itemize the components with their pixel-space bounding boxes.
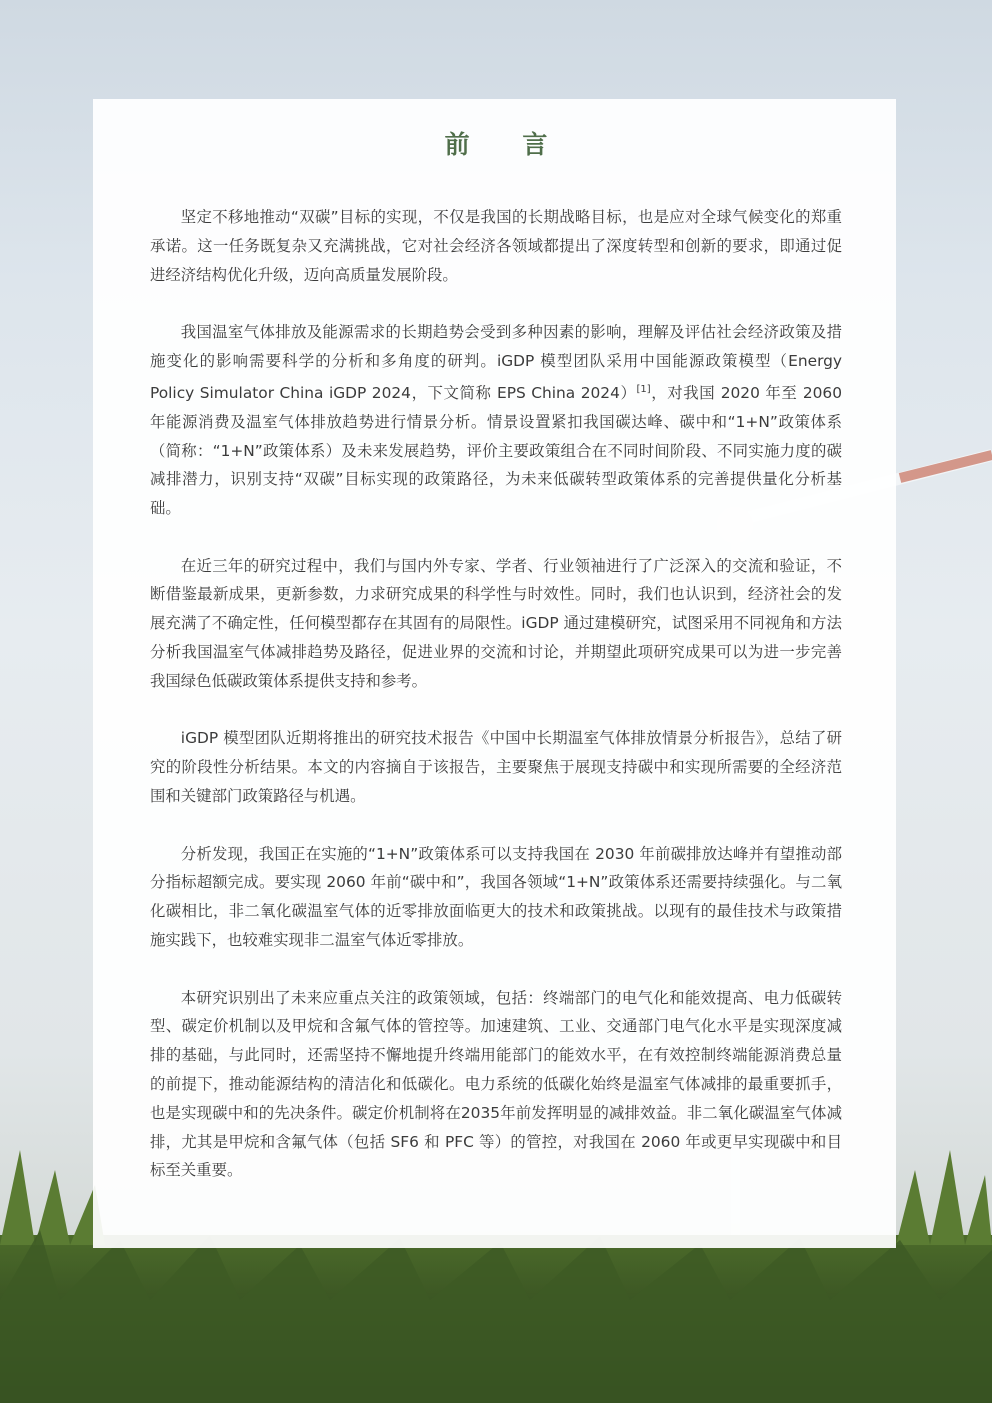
paragraph-6: 本研究识别出了未来应重点关注的政策领域，包括：终端部门的电气化和能效提高、电力低碳转型、碳定价机制以及甲烷和含氟气体的管控等。加速建筑、工业、交通部门电气化水平是实现深度减排的基础，与此同时，还需坚持不懈地提升终端用能部门的能效水平，在有效控制终端能源消费总量的前提下，推动能源结构的清洁化和低碳化。电力系统的低碳化始终是温室气体减排的最重要抓手，也是实现碳中和的先决条件。碳定价机制将在2035年前发挥明显的减排效益。非二氧化碳温室气体减排，尤其是甲烷和含氟气体（包括 SF6 和 PFC 等）的管控，对我国在 2060 年或更早实现碳中和目标至关重要。 (150, 988, 842, 1180)
page-title: 前 言 (444, 130, 570, 159)
paragraph-1: 坚定不移地推动“双碳”目标的实现，不仅是我国的长期战略目标，也是应对全球气候变化的郑重承诺。这一任务既复杂又充满挑战，它对社会经济各领域都提出了深度转型和创新的要求，即通过促进经济结构优化升级，迈向高质量发展阶段。 (150, 208, 842, 284)
paragraph-2-part-2: ，对我国 2020 年至 2060 年能源消费及温室气体排放趋势进行情景分析。情景设置紧扣我国碳达峰、碳中和“1+N”政策体系（简称：“1+N”政策体系）及未来发展趋势，评价主要政策组合在不同时间阶段、不同实施力度的碳减排潜力，识别支持“双碳”目标实现的政策路径，为未来低碳转型政策体系的完善提供量化分析基础。 (150, 383, 842, 518)
paragraph-3: 在近三年的研究过程中，我们与国内外专家、学者、行业领袖进行了广泛深入的交流和验证，不断借鉴最新成果，更新参数，力求研究成果的科学性与时效性。同时，我们也认识到，经济社会的发展充满了不确定性，任何模型都存在其固有的局限性。iGDP 通过建模研究，试图采用不同视角和方法分析我国温室气体减排趋势及路径，促进业界的交流和讨论，并期望此项研究成果可以为进一步完善我国绿色低碳政策体系提供支持和参考。 (150, 556, 842, 690)
paragraph-2-part-1: 我国温室气体排放及能源需求的长期趋势会受到多种因素的影响，理解及评估社会经济政策及措施变化的影响需要科学的分析和多角度的研判。iGDP 模型团队采用中国能源政策模型（Energy Policy Simulator China iGDP 2024，下文简称 EPS China 2024） (150, 323, 842, 402)
footnote-ref[interactable]: [1] (636, 383, 651, 395)
paragraph-4: iGDP 模型团队近期将推出的研究技术报告《中国中长期温室气体排放情景分析报告》，总结了研究的阶段性分析结果。本文的内容摘自于该报告，主要聚焦于展现支持碳中和实现所需要的全经济范围和关键部门政策路径与机遇。 (150, 729, 842, 806)
paragraph-2 (150, 318, 842, 523)
preface-panel (93, 99, 896, 1248)
paragraph-5: 分析发现，我国正在实施的“1+N”政策体系可以支持我国在 2030 年前碳排放达峰并有望推动部分指标超额完成。要实现 2060 年前“碳中和”，我国各领域“1+N”政策体系还需要持续强化。与二氧化碳相比，非二氧化碳温室气体的近零排放面临更大的技术和政策挑战。以现有的最佳技术与政策措施实践下，也较难实现非二温室气体近零排放。 (150, 844, 842, 950)
